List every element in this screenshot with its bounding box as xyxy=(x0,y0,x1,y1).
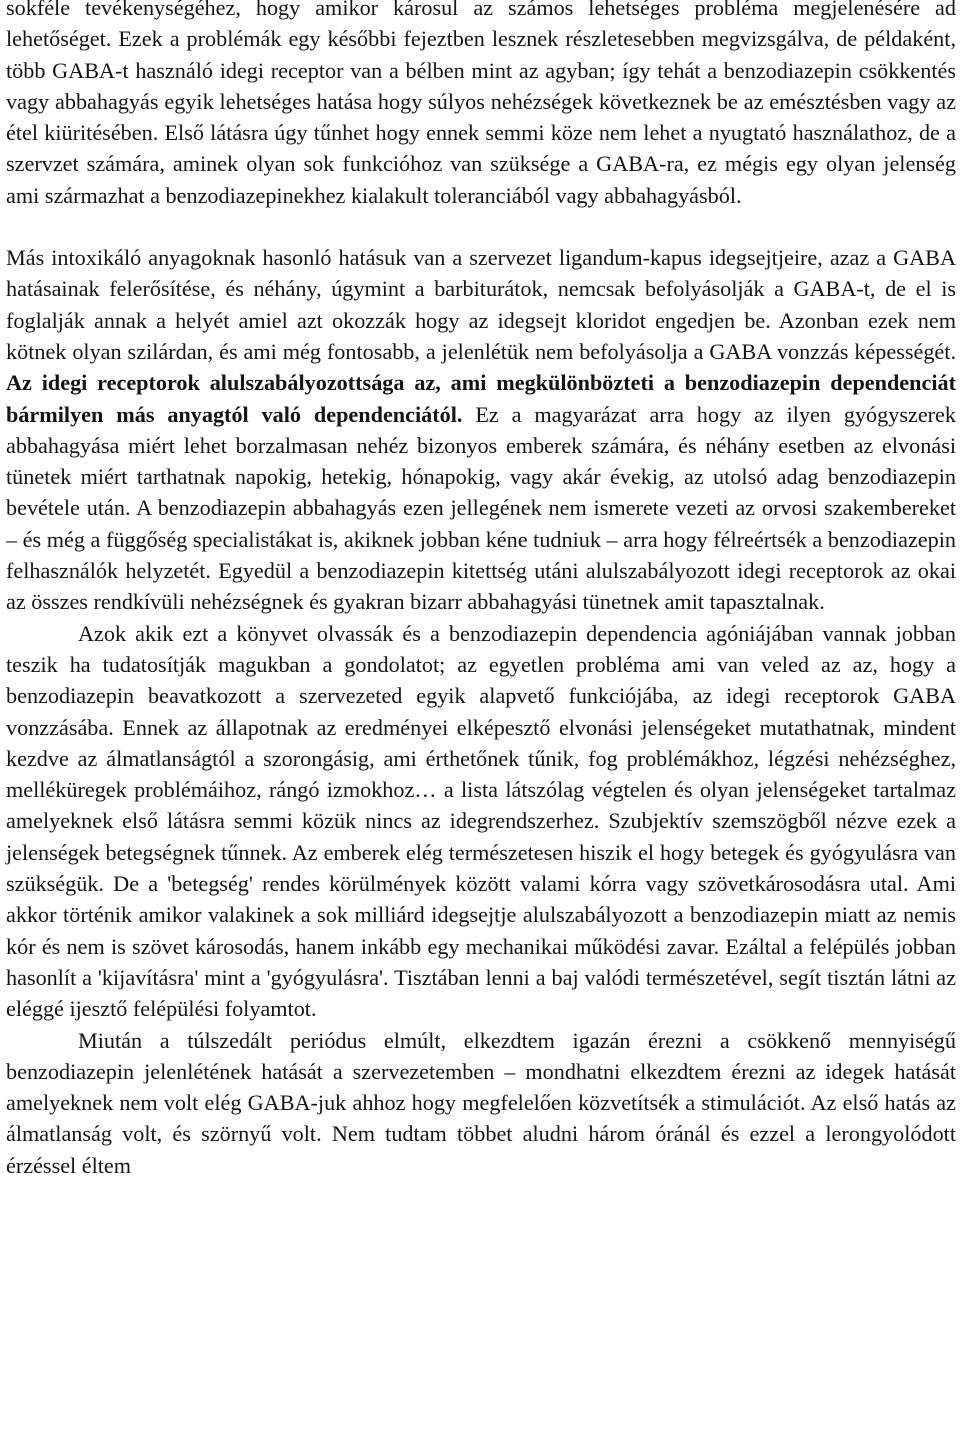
paragraph-2-text-start: Más intoxikáló anyagoknak hasonló hatásuk van a szervezet ligandum-kapus idegsejtjeire, azaz a GABA hatásainak felerősítése, és néhány, úgymint a barbiturátok, nemcsak befolyásolják a GABA-t, de el is foglalják annak a helyét amiel azt okozzák hogy az idegsejt kloridot engedjen be. Azonban ezek nem kötnek olyan szilárdan, és ami még fontosabb, a jelenlétük nem befolyásolja a GABA vonzzás képességét. xyxy=(6,245,956,364)
paragraph-1-text: sokféle tevékenységéhez, hogy amikor károsul az számos lehetséges probléma megjelenésére ad lehetőséget. Ezek a problémák egy későbbi fejeztben lesznek részletesebben megvizsgálva, de példaként, több GABA-t használó idegi receptor van a bélben mint az agyban; így tehát a benzodiazepin csökkentés vagy abbahagyás egyik lehetséges hatása hogy súlyos nehézségek következnek be az emésztésben vagy az étel kiüritésében. Első látásra úgy tűnhet hogy ennek semmi köze nem lehet a nyugtató használathoz, de a szervzet számára, aminek olyan sok funkcióhoz van szüksége a GABA-ra, ez mégis egy olyan jelenség ami származhat a benzodiazepinekhez kialakult toleranciából vagy abbahagyásból. xyxy=(6,0,956,208)
paragraph-1 xyxy=(6,0,956,211)
paragraph-3-text: Azok akik ezt a könyvet olvassák és a benzodiazepin dependencia agóniájában vannak jobban teszik ha tudatosítják magukban a gondolatot; az egyetlen probléma ami van veled az az, hogy a benzodiazepin beavatkozott a szervezeted egyik alapvető funkciójába, az idegi receptorok GABA vonzzásába. Ennek az állapotnak az eredményei elképesztő elvonási jelenségeket mutathatnak, mindent kezdve az álmatlanságtól a szorongásig, ami érthetőnek tűnik, fog problémákhoz, légzési nehézséghez, melléküregek problémáihoz, rángó izmokhoz… a lista látszólag végtelen és olyan jelenségeket tartalmaz amelyeknek első látásra semmi közük nincs az idegrendszerhez. Szubjektív szemszögből nézve ezek a jelenségek betegségnek tűnnek. Az emberek elég természetesen hiszik el hogy betegek és gyógyulásra van szükségük. De a 'betegség' rendes körülmények között valami kórra vagy szövetkárosodásra utal. Ami akkor történik amikor valakinek a sok milliárd idegsejtje alulszabályozott a benzodiazepin miatt az nemis kór és nem is szövet károsodás, hanem inkább egy mechanikai működési zavar. Ezáltal a felépülés jobban hasonlít a 'kijavításra' mint a 'gyógyulásra'. Tisztában lenni a baj valódi természetével, segít tisztán látni az eléggé ijesztő felépülési folyamtot. xyxy=(6,620,956,1022)
paragraph-2-text-end: Ez a magyarázat arra hogy az ilyen gyógyszerek abbahagyása miért lehet borzalmasan nehéz bizonyos emberek számára, és néhány esetben az elvonási tünetek miért tarthatnak napokig, hetekig, hónapokig, vagy akár évekig, az utolsó adag benzodiazepin bevétele után. A benzodiazepin abbahagyás ezen jellegének nem ismerete vezeti az orvosi szakembereket – és még a függőség specialistákat is, akiknek jobban kéne tudniuk – arra hogy félreértsék a benzodiazepin felhasználók helyzetét. Egyedül a benzodiazepin kitettség utáni alulszabályozott idegi receptorok az okai az összes rendkívüli nehézségnek és gyakran bizarr abbahagyási tünetnek amit tapasztalnak. xyxy=(6,401,956,615)
document-page xyxy=(6,0,956,1181)
paragraph-3 xyxy=(6,618,956,1025)
paragraph-2 xyxy=(6,242,956,618)
paragraph-4 xyxy=(6,1025,956,1181)
paragraph-2-bold-statement: Az idegi receptorok alulszabályozottsága az, ami megkülönbözteti a benzodiazepin dependenciát bármilyen más anyagtól való dependenciától. xyxy=(6,370,956,427)
paragraph-4-text: Miután a túlszedált periódus elmúlt, elkezdtem igazán érezni a csökkenő mennyiségű benzodiazepin jelenlétének hatását a szervezetemben – mondhatni elkezdtem érezni az idegek hatását amelyeknek nem volt elég GABA-juk ahhoz hogy megfelelően közvetítsék a stimulációt. Az első hatás az álmatlanság volt, és szörnyű volt. Nem tudtam többet aludni három óránál és ezzel a lerongyolódott érzéssel éltem xyxy=(6,1027,956,1178)
